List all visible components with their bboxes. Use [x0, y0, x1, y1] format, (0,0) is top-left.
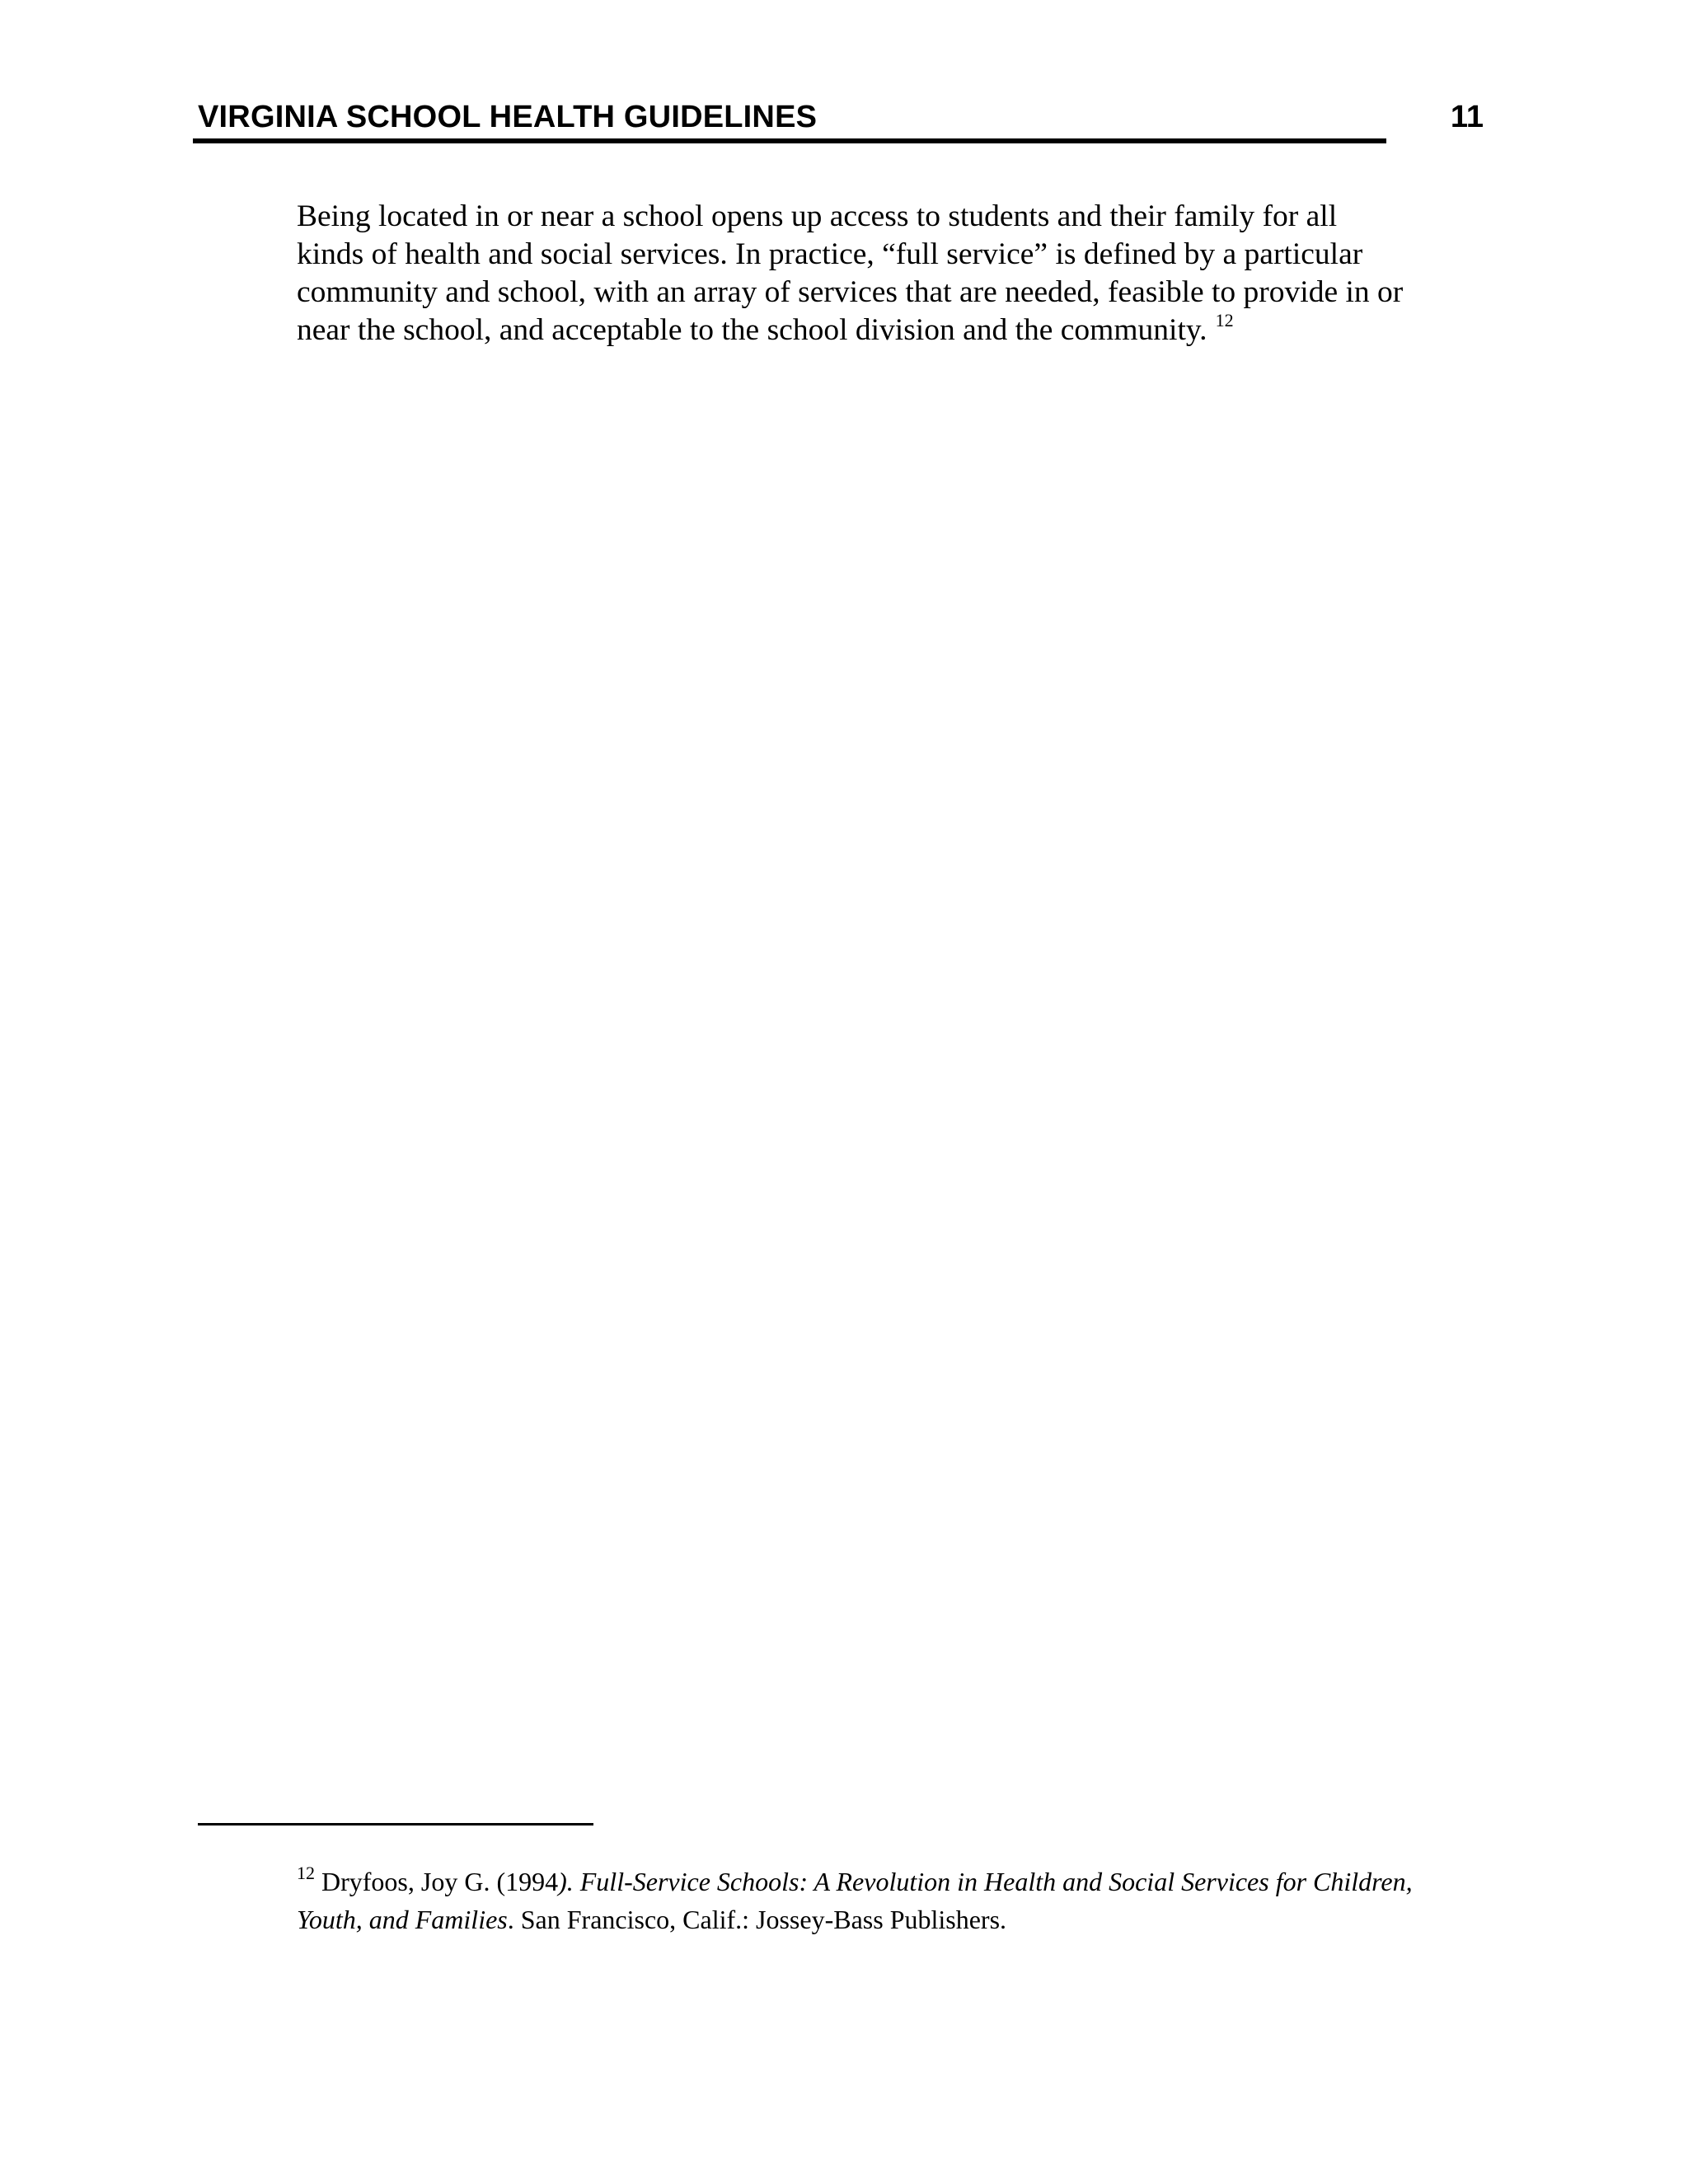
- body-line: community and school, with an array of services that are needed, feasible to provide in or: [297, 275, 1404, 309]
- footnote-author: Dryfoos, Joy G. (1994: [321, 1867, 559, 1896]
- footnote: [297, 1864, 1500, 1937]
- page-number: 11: [1450, 100, 1484, 134]
- body-line: Being located in or near a school opens up access to students and their family for all: [297, 199, 1338, 233]
- footnote-separator: [198, 1823, 593, 1825]
- header-rule: [193, 138, 1386, 143]
- running-header: [198, 97, 1484, 147]
- footnote-line: [297, 1864, 1500, 1902]
- footnote-title-cont: Youth, and Families: [297, 1905, 508, 1934]
- footnote-marker: 12: [297, 1863, 315, 1883]
- footnote-title: ). Full-Service Schools: A Revolution in Health and Social Services for Children,: [558, 1867, 1413, 1896]
- body-paragraph: [297, 198, 1484, 353]
- body-line: kinds of health and social services. In practice, “full service” is defined by a particular: [297, 237, 1363, 271]
- footnote-line: [297, 1902, 1500, 1937]
- header-title: VIRGINIA SCHOOL HEALTH GUIDELINES: [198, 100, 818, 134]
- body-line-last: [297, 312, 1484, 353]
- footnote-reference[interactable]: 12: [1215, 310, 1234, 330]
- body-line-text: near the school, and acceptable to the school division and the community.: [297, 313, 1207, 347]
- footnote-publisher: . San Francisco, Calif.: Jossey-Bass Publishers.: [507, 1905, 1007, 1934]
